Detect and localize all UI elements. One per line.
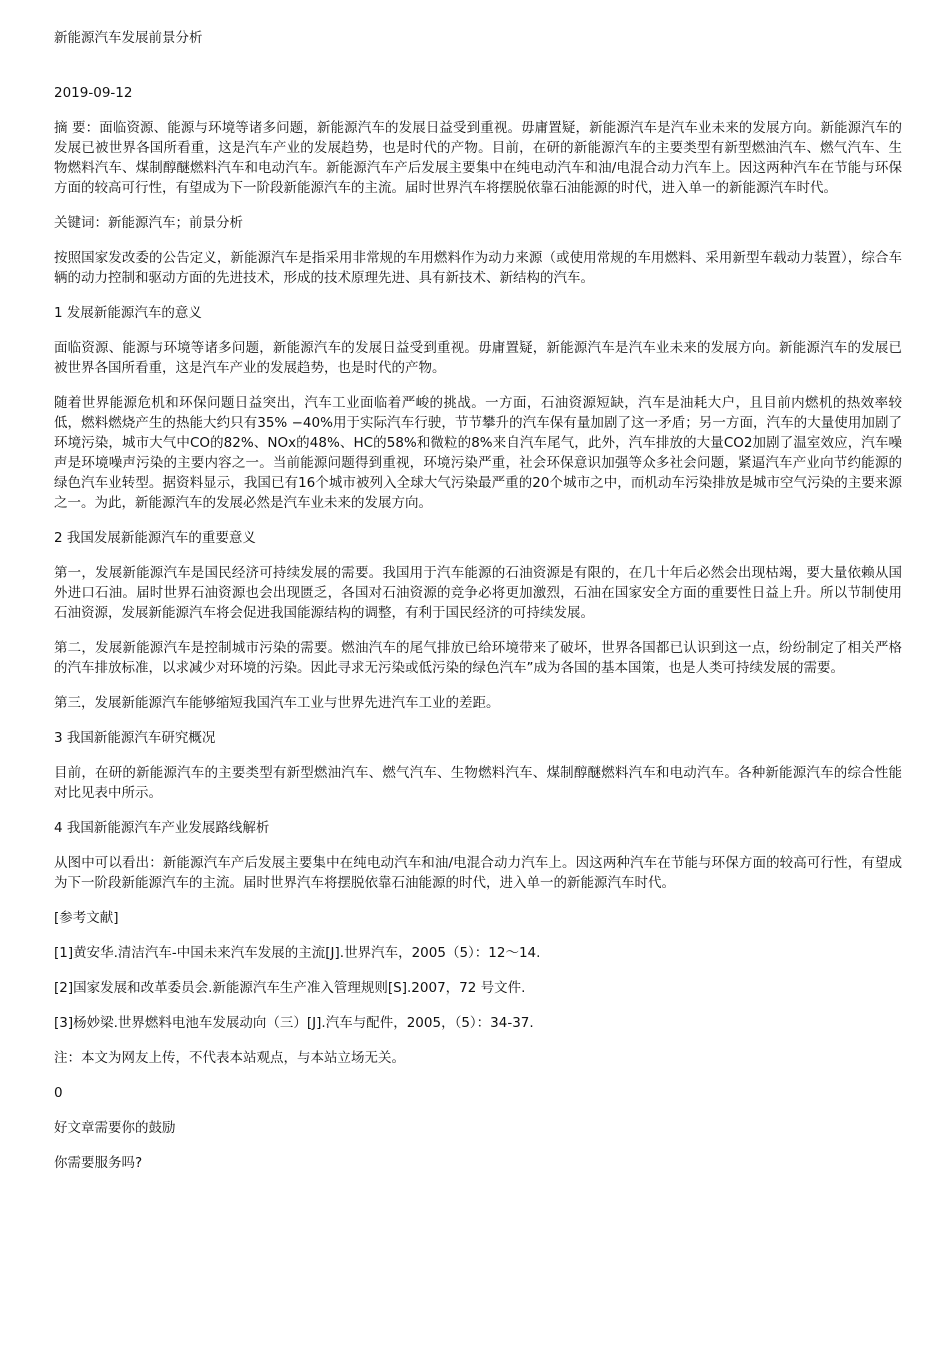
section-1-heading: 1 发展新能源汽车的意义 [54, 305, 202, 321]
section-4-paragraph-1: 从图中可以看出：新能源汽车产后发展主要集中在纯电动汽车和油/电混合动力汽车上。因这两种汽车在节能与环保方面的较高可行性，有望成为下一阶段新能源汽车的主流。届时世界汽车将摆脱依靠石油能源的时代，进入单一的新能源汽车时代。 [54, 855, 902, 891]
references-heading: [参考文献] [54, 910, 119, 926]
section-2-paragraph-3: 第三，发展新能源汽车能够缩短我国汽车工业与世界先进汽车工业的差距。 [54, 695, 500, 711]
encourage-text: 好文章需要你的鼓励 [54, 1120, 176, 1136]
service-prompt[interactable]: 你需要服务吗? [54, 1155, 143, 1171]
section-3-heading: 3 我国新能源汽车研究概况 [54, 730, 216, 746]
abstract-paragraph: 摘 要：面临资源、能源与环境等诸多问题，新能源汽车的发展日益受到重视。毋庸置疑，新能源汽车是汽车业未来的发展方向。新能源汽车的发展已被世界各国所看重，这是汽车产业的发展趋势，也是时代的产物。目前，在研的新能源汽车的主要类型有新型燃油汽车、燃气汽车、生物燃料汽车、煤制醇醚燃料汽车和电动汽车。新能源汽车产后发展主要集中在纯电动汽车和油/电混合动力汽车上。因这两种汽车在节能与环保方面的较高可行性，有望成为下一阶段新能源汽车的主流。届时世界汽车将摆脱依靠石油能源的时代，进入单一的新能源汽车时代。 [54, 120, 902, 196]
keywords-line: 关键词：新能源汽车；前景分析 [54, 215, 243, 231]
reference-item: [2]国家发展和改革委员会.新能源汽车生产准入管理规则[S].2007，72 号文件. [54, 980, 526, 996]
publish-date: 2019-09-12 [54, 85, 133, 101]
section-2-paragraph-2: 第二，发展新能源汽车是控制城市污染的需要。燃油汽车的尾气排放已给环境带来了破坏，世界各国都已认识到这一点，纷纷制定了相关严格的汽车排放标准，以求减少对环境的污染。因此寻求无污染或低污染的绿色汽车”成为各国的基本国策，也是人类可持续发展的需要。 [54, 640, 902, 676]
disclaimer-note: 注：本文为网友上传，不代表本站观点，与本站立场无关。 [54, 1050, 405, 1066]
reference-item: [3]杨妙梁.世界燃料电池车发展动向（三）[J].汽车与配件，2005，（5）：34-37. [54, 1015, 534, 1031]
section-2-heading: 2 我国发展新能源汽车的重要意义 [54, 530, 256, 546]
section-3-paragraph-1: 目前，在研的新能源汽车的主要类型有新型燃油汽车、燃气汽车、生物燃料汽车、煤制醇醚燃料汽车和电动汽车。各种新能源汽车的综合性能对比见表中所示。 [54, 765, 902, 801]
section-4-heading: 4 我国新能源汽车产业发展路线解析 [54, 820, 270, 836]
section-1-paragraph-1: 面临资源、能源与环境等诸多问题，新能源汽车的发展日益受到重视。毋庸置疑，新能源汽车是汽车业未来的发展方向。新能源汽车的发展已被世界各国所看重，这是汽车产业的发展趋势，也是时代的产物。 [54, 340, 902, 376]
definition-paragraph: 按照国家发改委的公告定义，新能源汽车是指采用非常规的车用燃料作为动力来源（或使用常规的车用燃料、采用新型车载动力装置），综合车辆的动力控制和驱动方面的先进技术，形成的技术原理先进、具有新技术、新结构的汽车。 [54, 250, 902, 286]
section-2-paragraph-1: 第一，发展新能源汽车是国民经济可持续发展的需要。我国用于汽车能源的石油资源是有限的，在几十年后必然会出现枯竭，要大量依赖从国外进口石油。届时世界石油资源也会出现匮乏，各国对石油资源的竞争必将更加激烈，石油在国家安全方面的重要性日益上升。所以节制使用石油资源，发展新能源汽车将会促进我国能源结构的调整，有利于国民经济的可持续发展。 [54, 565, 902, 621]
document-title: 新能源汽车发展前景分析 [54, 30, 203, 46]
section-1-paragraph-2: 随着世界能源危机和环保问题日益突出，汽车工业面临着严峻的挑战。一方面，石油资源短缺，汽车是油耗大户，且目前内燃机的热效率较低，燃料燃烧产生的热能大约只有35% −40%用于实际汽车行驶，节节攀升的汽车保有量加剧了这一矛盾；另一方面，汽车的大量使用加剧了环境污染，城市大气中CO的82%、NOx的48%、HC的58%和微粒的8%来自汽车尾气，此外，汽车排放的大量CO2加剧了温室效应，汽车噪声是环境噪声污染的主要内容之一。当前能源问题得到重视，环境污染严重，社会环保意识加强等众多社会问题，紧逼汽车产业向节约能源的绿色汽车业转型。据资料显示，我国已有16个城市被列入全球大气污染最严重的20个城市之中，而机动车污染排放是城市空气污染的主要来源之一。为此，新能源汽车的发展必然是汽车业未来的发展方向。 [54, 395, 902, 511]
document-page [54, 28, 902, 1188]
encourage-count: 0 [54, 1085, 63, 1101]
reference-item: [1]黄安华.清洁汽车-中国未来汽车发展的主流[J].世界汽车，2005（5）：12～14. [54, 945, 541, 961]
